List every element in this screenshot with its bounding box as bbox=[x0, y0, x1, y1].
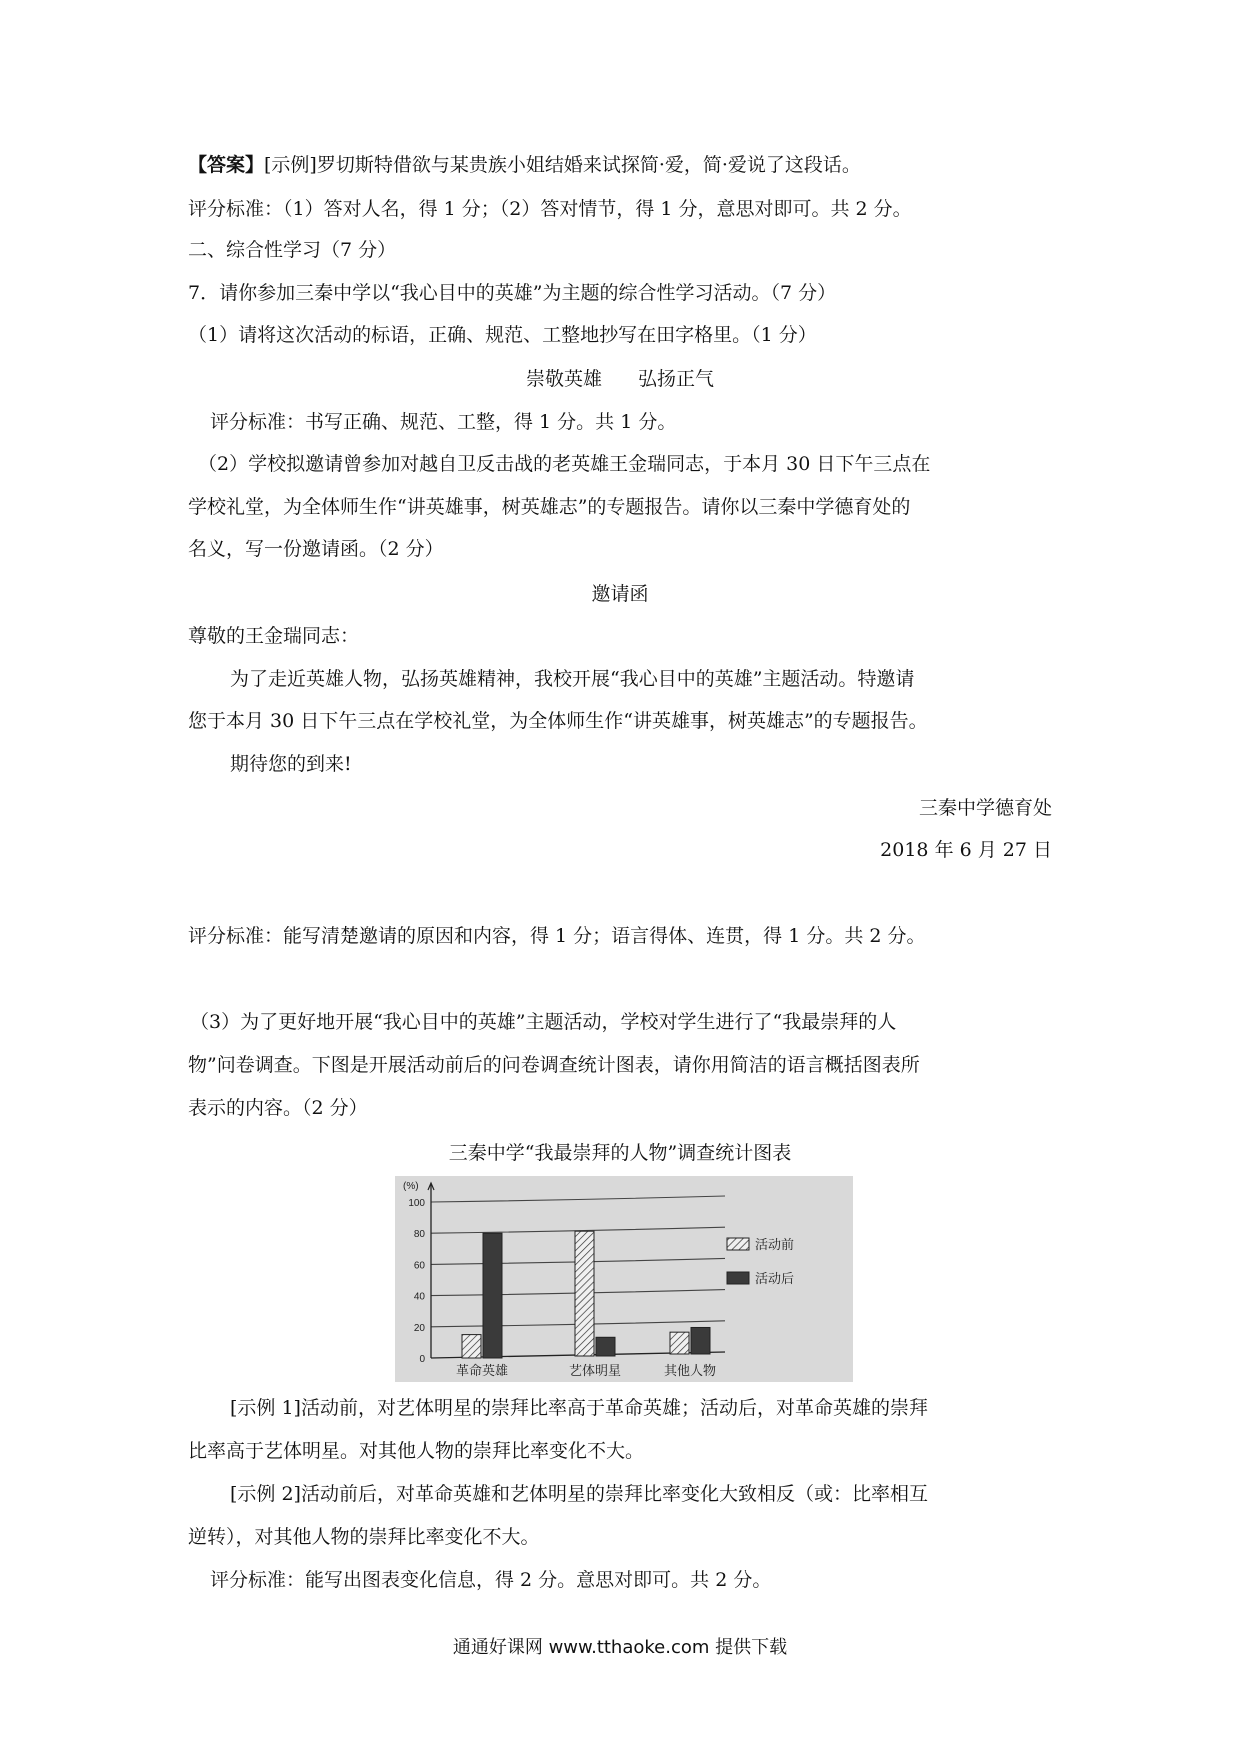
y-axis-label: (%) bbox=[403, 1181, 419, 1192]
invitation-closing: 期待您的到来! bbox=[230, 753, 352, 775]
section-heading: 二、综合性学习（7 分） bbox=[188, 239, 397, 261]
legend-swatch-before bbox=[727, 1238, 749, 1250]
invitation-body-line-1: 为了走近英雄人物，弘扬英雄精神，我校开展“我心目中的英雄”主题活动。特邀请 bbox=[230, 668, 915, 690]
bar-before bbox=[462, 1335, 481, 1358]
y-tick-label: 60 bbox=[413, 1260, 425, 1272]
legend-swatch-after bbox=[727, 1272, 749, 1284]
invitation-date: 2018 年 6 月 27 日 bbox=[880, 839, 1052, 861]
scoring-criteria-q1: 评分标准：书写正确、规范、工整，得 1 分。共 1 分。 bbox=[210, 411, 677, 433]
example-2-line-1: [示例 2]活动前后，对革命英雄和艺体明星的崇拜比率变化大致相反（或：比率相互 bbox=[230, 1483, 928, 1505]
bar-before bbox=[670, 1332, 689, 1354]
y-tick-label: 100 bbox=[408, 1198, 425, 1209]
question-7-part-3-line-1: （3）为了更好地开展“我心目中的英雄”主题活动，学校对学生进行了“我最崇拜的人 bbox=[190, 1011, 897, 1033]
bar-before bbox=[575, 1231, 594, 1356]
legend-label: 活动后 bbox=[755, 1272, 795, 1287]
gridline bbox=[431, 1196, 725, 1202]
bar-after bbox=[483, 1233, 502, 1358]
y-tick-label: 40 bbox=[413, 1291, 425, 1303]
slogan-part-2: 弘扬正气 bbox=[638, 368, 715, 390]
chart-title: 三秦中学“我最崇拜的人物”调查统计图表 bbox=[448, 1142, 792, 1164]
example-2-line-2: 逆转），对其他人物的崇拜比率变化不大。 bbox=[188, 1526, 540, 1548]
question-7-part-1: （1）请将这次活动的标语，正确、规范、工整地抄写在田字格里。（1 分） bbox=[188, 324, 817, 346]
bar-after bbox=[691, 1327, 710, 1354]
y-tick-label: 0 bbox=[419, 1354, 425, 1365]
slogan-part-1: 崇敬英雄 bbox=[525, 368, 602, 390]
question-7: 7．请你参加三秦中学以“我心目中的英雄”为主题的综合性学习活动。（7 分） bbox=[188, 282, 837, 304]
scoring-criteria-q3: 评分标准：能写出图表变化信息，得 2 分。意思对即可。共 2 分。 bbox=[210, 1569, 772, 1591]
answer-line bbox=[188, 152, 861, 178]
y-tick-label: 20 bbox=[413, 1322, 425, 1334]
question-7-part-2-line-3: 名义，写一份邀请函。（2 分） bbox=[188, 538, 444, 560]
bar-after bbox=[596, 1337, 615, 1356]
answer-label: 【答案】 bbox=[188, 154, 265, 176]
question-7-part-3-line-3: 表示的内容。（2 分） bbox=[188, 1097, 368, 1119]
x-tick-label: 革命英雄 bbox=[455, 1364, 509, 1379]
question-7-part-2-line-1: （2）学校拟邀请曾参加对越自卫反击战的老英雄王金瑞同志，于本月 30 日下午三点在 bbox=[198, 453, 931, 475]
x-tick-label: 其他人物 bbox=[663, 1364, 717, 1379]
invitation-sender: 三秦中学德育处 bbox=[918, 797, 1052, 819]
x-tick-label: 艺体明星 bbox=[568, 1364, 622, 1379]
question-7-part-2-line-2: 学校礼堂，为全体师生作“讲英雄事，树英雄志”的专题报告。请你以三秦中学德育处的 bbox=[188, 496, 911, 518]
answer-text: [示例]罗切斯特借欲与某贵族小姐结婚来试探简·爱，简·爱说了这段话。 bbox=[264, 154, 861, 176]
legend-label: 活动前 bbox=[755, 1238, 795, 1253]
invitation-salutation: 尊敬的王金瑞同志： bbox=[188, 625, 360, 647]
example-1-line-2: 比率高于艺体明星。对其他人物的崇拜比率变化不大。 bbox=[188, 1440, 645, 1462]
scoring-criteria-1: 评分标准：（1）答对人名，得 1 分；（2）答对情节，得 1 分，意思对即可。共 2 分。 bbox=[188, 198, 912, 220]
footer-credit: 通通好课网 www.tthaoke.com 提供下载 bbox=[452, 1637, 788, 1658]
invitation-title: 邀请函 bbox=[591, 583, 649, 605]
invitation-body-line-2: 您于本月 30 日下午三点在学校礼堂，为全体师生作“讲英雄事，树英雄志”的专题报告。 bbox=[188, 710, 928, 732]
survey-chart-svg bbox=[395, 1176, 853, 1382]
survey-chart bbox=[395, 1176, 853, 1382]
scoring-criteria-q2: 评分标准：能写清楚邀请的原因和内容，得 1 分；语言得体、连贯，得 1 分。共 2 分。 bbox=[188, 925, 926, 947]
y-tick-label: 80 bbox=[413, 1229, 425, 1241]
slogan bbox=[0, 366, 1240, 392]
question-7-part-3-line-2: 物”问卷调查。下图是开展活动前后的问卷调查统计图表，请你用简洁的语言概括图表所 bbox=[188, 1054, 920, 1076]
example-1-line-1: [示例 1]活动前，对艺体明星的崇拜比率高于革命英雄；活动后，对革命英雄的崇拜 bbox=[230, 1397, 928, 1419]
